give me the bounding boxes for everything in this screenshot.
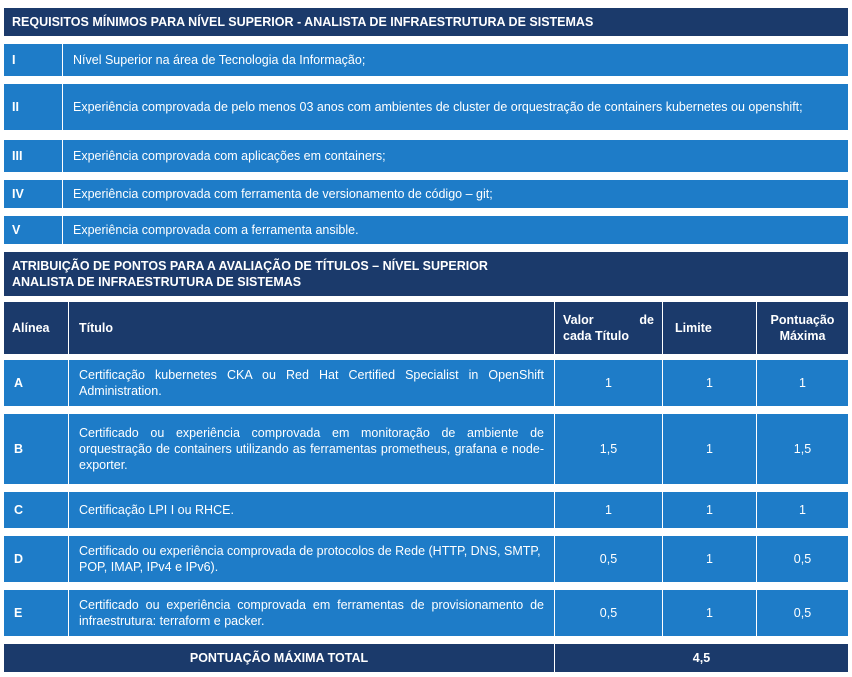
row-pontuacao: 1 [756,492,848,528]
requisito-row [4,140,848,172]
row-titulo: Certificado ou experiência comprovada de protocolos de Rede (HTTP, DNS, SMTP, POP, IMAP, IPv4 e IPv6). [68,536,554,582]
row-alinea: B [14,442,24,456]
table-row [4,414,848,484]
row-titulo: Certificado ou experiência comprovada em ferramentas de provisionamento de infraestrutura: terraform e packer. [68,590,554,636]
total-row [4,644,848,672]
table-row [4,360,848,406]
table-row [4,536,848,582]
row-alinea: A [14,376,24,390]
header-limite: Limite [662,302,756,354]
requisito-number: V [12,223,21,237]
table-row [4,492,848,528]
row-pontuacao: 1 [756,360,848,406]
row-alinea: D [14,552,24,566]
row-titulo: Certificação LPI I ou RHCE. [68,492,554,528]
row-limite: 1 [662,414,756,484]
row-limite: 1 [662,360,756,406]
header-valor-line2: cada Título [563,329,629,343]
pontos-title-line1: ATRIBUIÇÃO DE PONTOS PARA A AVALIAÇÃO DE TÍTULOS – NÍVEL SUPERIOR [12,259,488,273]
header-titulo: Título [68,302,554,354]
requisito-text: Experiência comprovada de pelo menos 03 anos com ambientes de cluster de orquestração de containers kubernetes ou openshift; [62,84,848,130]
requisito-number: III [12,149,23,163]
requisito-number: I [12,53,16,67]
row-alinea: C [14,503,24,517]
requisito-number: II [12,100,19,114]
row-limite: 1 [662,536,756,582]
row-alinea: E [14,606,23,620]
header-pontuacao-line1: Pontuação [770,313,835,327]
requisitos-header [4,8,848,36]
header-valor [554,302,662,354]
requisito-row [4,44,848,76]
row-valor: 0,5 [554,590,662,636]
header-alinea: Alínea [12,321,50,335]
header-valor-line1: Valor de [563,313,654,327]
row-valor: 0,5 [554,536,662,582]
requisito-text: Nível Superior na área de Tecnologia da Informação; [62,44,848,76]
header-pontuacao [756,302,848,354]
row-pontuacao: 0,5 [756,536,848,582]
total-value: 4,5 [554,644,848,672]
pontos-header [4,252,848,296]
row-valor: 1 [554,360,662,406]
total-label: PONTUAÇÃO MÁXIMA TOTAL [189,651,369,665]
row-titulo: Certificado ou experiência comprovada em monitoração de ambiente de orquestração de containers utilizando as ferramentas prometheus, grafana e node-exporter. [68,414,554,484]
row-pontuacao: 0,5 [756,590,848,636]
row-limite: 1 [662,492,756,528]
row-titulo: Certificação kubernetes CKA ou Red Hat Certified Specialist in OpenShift Administration. [68,360,554,406]
pontos-title-line2: ANALISTA DE INFRAESTRUTURA DE SISTEMAS [12,275,302,289]
requisito-text: Experiência comprovada com aplicações em containers; [62,140,848,172]
row-valor: 1,5 [554,414,662,484]
requisito-row [4,180,848,208]
requisito-number: IV [12,187,24,201]
row-limite: 1 [662,590,756,636]
row-pontuacao: 1,5 [756,414,848,484]
requisito-row [4,216,848,244]
requisito-row [4,84,848,130]
requisito-text: Experiência comprovada com a ferramenta ansible. [62,216,848,244]
table-row [4,590,848,636]
requisito-text: Experiência comprovada com ferramenta de versionamento de código – git; [62,180,848,208]
requisitos-title: REQUISITOS MÍNIMOS PARA NÍVEL SUPERIOR - ANALISTA DE INFRAESTRUTURA DE SISTEMAS [12,15,594,29]
header-pontuacao-line2: Máxima [779,329,826,343]
pontos-column-headers [4,302,848,354]
row-valor: 1 [554,492,662,528]
